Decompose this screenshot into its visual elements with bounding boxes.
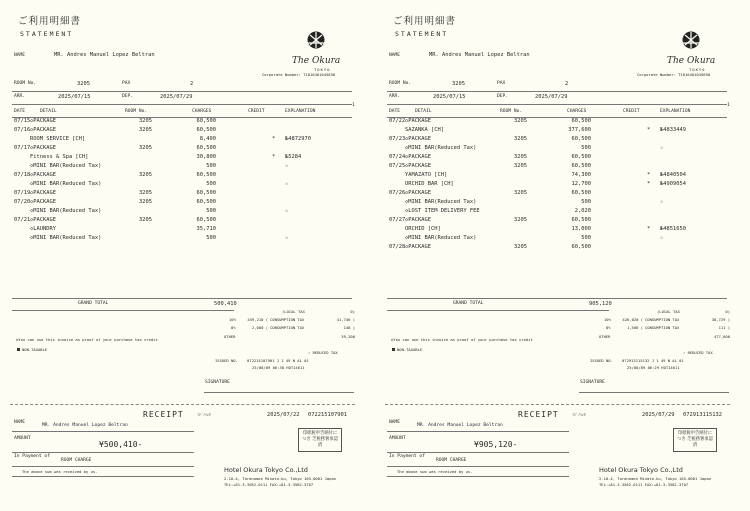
receipt-number: 072913115132	[683, 412, 722, 418]
row-room: 3205	[514, 154, 527, 160]
row-charge: 500	[581, 199, 591, 205]
other-label: OTHER	[224, 334, 236, 339]
title-en: STATEMENT	[20, 30, 74, 38]
row-date: 07/19	[14, 190, 31, 196]
rule	[387, 104, 727, 105]
col-charges: CHARGES	[192, 109, 212, 114]
receipt-name-label: NAME	[14, 420, 26, 425]
col-credit: CREDIT	[623, 109, 640, 114]
row-explanation: ☆	[285, 181, 289, 187]
tax10-base: 459,210 (	[247, 317, 268, 322]
in-payment-of-label: In Payment of	[14, 454, 50, 459]
row-detail: ◇MINI BAR(Reduced Tax)	[405, 145, 477, 151]
row-room: 3205	[514, 163, 527, 169]
reduced-tax-label: ☆ REDUCED TAX	[308, 350, 338, 355]
row-detail: ◇MINI BAR(Reduced Tax)	[30, 235, 102, 241]
revenue-stamp-box: 印紙税申告納付につき 芝税務署承認済	[673, 428, 717, 452]
amount-label: AMOUNT	[389, 436, 406, 441]
row-charge: 60,500	[571, 118, 591, 124]
row-detail: ORCHID [CH]	[405, 226, 441, 232]
row-date: 07/18	[14, 172, 31, 178]
room-number: 3205	[452, 81, 465, 87]
row-charge: 60,500	[196, 217, 216, 223]
row-date: 07/25	[389, 163, 406, 169]
row-detail: ◇PACKAGE	[30, 190, 56, 196]
non-taxable-label: NON-TAXABLE	[397, 347, 423, 352]
tax10-pct: 10%	[604, 317, 611, 322]
row-detail: ◇PACKAGE	[30, 145, 56, 151]
row-explanation: №4851650	[660, 226, 686, 232]
rule	[12, 452, 194, 453]
tax8-label: CONSUMPTION TAX	[645, 325, 680, 330]
row-charge: 12,700	[571, 181, 591, 187]
row-detail: ◇PACKAGE	[30, 127, 56, 133]
row-detail: ◇PACKAGE	[405, 154, 431, 160]
row-room: 3205	[514, 244, 527, 250]
row-date: 07/26	[389, 190, 406, 196]
col-explanation: EXPLANATION	[660, 109, 691, 114]
row-explanation: №4872970	[285, 136, 311, 142]
row-date: 07/20	[14, 199, 31, 205]
row-detail: ◇PACKAGE	[405, 244, 431, 250]
pax-value: 2	[190, 81, 194, 87]
local-tax-value: 0)	[350, 309, 355, 314]
hotel-address: 2-10-4, Toranomon Minato-ku, Tokyo 105-0001 Japan	[224, 476, 337, 481]
signature-label: SIGNATURE	[205, 380, 230, 385]
receipt-name-label: NAME	[389, 420, 401, 425]
tax8-pct: 8%	[606, 325, 611, 330]
signature-label: SIGNATURE	[580, 380, 605, 385]
grand-total-label: GRAND TOTAL	[453, 301, 484, 306]
row-detail: ROOM SERVICE [CH]	[30, 136, 86, 142]
row-charge: 60,500	[196, 172, 216, 178]
col-detail: DETAIL	[415, 109, 432, 114]
row-date: 07/28	[389, 244, 406, 250]
receipt-signature: ﾌｼﾞﾉﾊｼﾀ	[572, 412, 586, 417]
received-note: The above sum was received by us.	[22, 469, 98, 474]
rule	[387, 431, 569, 432]
row-charge: 74,300	[571, 172, 591, 178]
row-date: 07/21	[14, 217, 31, 223]
row-charge: 60,500	[571, 217, 591, 223]
row-detail: Fitness & Spa [CH]	[30, 154, 89, 160]
tax8-value: 111 )	[718, 325, 730, 330]
in-payment-of-label: In Payment of	[389, 454, 425, 459]
local-tax-label: (LOCAL TAX	[657, 309, 680, 314]
signature-line	[579, 392, 729, 393]
row-detail: ◇MINI BAR(Reduced Tax)	[30, 181, 102, 187]
row-credit-mark: *	[647, 226, 651, 232]
receipt-amount: ¥905,120-	[474, 440, 518, 449]
receipt-guest-name: MR. Andres Manuel Lopez Beltran	[42, 423, 128, 428]
rule	[12, 310, 234, 311]
receipt-number: 072215107901	[308, 412, 347, 418]
row-charge: 8,400	[199, 136, 216, 142]
row-room: 3205	[139, 190, 152, 196]
tax8-base: 2,000 (	[251, 325, 268, 330]
guest-name: MR. Andres Manuel Lopez Beltran	[54, 52, 155, 58]
local-tax-value: 0)	[725, 309, 730, 314]
row-charge: 500	[206, 181, 216, 187]
row-explanation: №4833449	[660, 127, 686, 133]
dep-label: DEP.	[497, 94, 509, 99]
row-charge: 500	[581, 235, 591, 241]
issued-no-label: ISSUED NO.	[590, 358, 613, 363]
room-charge-label: ROOM CHARGE	[436, 458, 467, 463]
rule	[387, 117, 727, 118]
non-taxable-mark-icon	[392, 348, 395, 351]
tear-line	[385, 404, 730, 405]
receipt-amount: ¥500,410-	[99, 440, 143, 449]
other-value: 39,200	[341, 334, 355, 339]
col-date: DATE	[14, 109, 26, 114]
row-date: 07/27	[389, 217, 406, 223]
hotel-logo-text: The Okura	[292, 56, 341, 66]
pax-label: PAX	[122, 81, 131, 86]
departure-date: 2025/07/29	[160, 94, 193, 100]
row-room: 3205	[139, 127, 152, 133]
rule	[387, 476, 569, 477]
row-detail: ◇MINI BAR(Reduced Tax)	[30, 208, 102, 214]
row-credit-mark: *	[647, 172, 651, 178]
row-room: 3205	[514, 118, 527, 124]
row-explanation: ☆	[660, 199, 664, 205]
row-charge: 60,500	[196, 190, 216, 196]
row-explanation: ☆	[285, 235, 289, 241]
row-date: 07/23	[389, 136, 406, 142]
row-charge: 60,500	[571, 244, 591, 250]
grand-total-value: 905,120	[589, 301, 612, 307]
row-date: 07/15	[14, 118, 31, 124]
col-date: DATE	[389, 109, 401, 114]
guest-name: MR. Andres Manuel Lopez Beltran	[429, 52, 530, 58]
row-room: 3205	[514, 136, 527, 142]
grand-total-value: 500,410	[214, 301, 237, 307]
hotel-company-name: Hotel Okura Tokyo Co.,Ltd	[224, 466, 308, 474]
row-explanation: ☆	[285, 208, 289, 214]
row-room: 3205	[139, 199, 152, 205]
rule	[12, 117, 352, 118]
row-charge: 60,500	[196, 145, 216, 151]
rule	[12, 91, 352, 92]
issued-no-line1: 072913115132 J 1 49 N AL 01	[622, 358, 684, 363]
issued-no-label: ISSUED NO.	[215, 358, 238, 363]
local-tax-label: (LOCAL TAX	[282, 309, 305, 314]
row-charge: 500	[206, 208, 216, 214]
hotel-logo-sub: TOKYO	[314, 67, 331, 72]
col-room: ROOM No.	[125, 109, 148, 114]
non-taxable-mark-icon	[17, 348, 20, 351]
row-detail: SAZANKA [CH]	[405, 127, 444, 133]
rule	[12, 476, 194, 477]
room-charge-label: ROOM CHARGE	[61, 458, 92, 463]
corporate-number: Corporate Number: T1010401045658	[262, 72, 336, 77]
rule	[12, 466, 194, 467]
col-charges: CHARGES	[567, 109, 587, 114]
row-room: 3205	[139, 118, 152, 124]
hotel-tel-fax: TEL:+81-3-3582-0111 FAX:+81-3-3582-3707	[224, 482, 314, 487]
pax-value: 2	[565, 81, 569, 87]
row-detail: YAMAZATO [CH]	[405, 172, 448, 178]
row-explanation: №4909054	[660, 181, 686, 187]
row-detail: ◇LAUNDRY	[30, 226, 56, 232]
row-charge: 60,500	[196, 118, 216, 124]
row-detail: ◇PACKAGE	[30, 118, 56, 124]
receipt-title: RECEIPT	[518, 410, 559, 419]
row-explanation: ☆	[285, 163, 289, 169]
tear-line	[10, 404, 355, 405]
row-charge: 30,800	[196, 154, 216, 160]
title-en: STATEMENT	[395, 30, 449, 38]
row-credit-mark: *	[272, 154, 276, 160]
row-detail: ◇PACKAGE	[30, 199, 56, 205]
col-detail: DETAIL	[40, 109, 57, 114]
col-explanation: EXPLANATION	[285, 109, 316, 114]
grand-total-label: GRAND TOTAL	[78, 301, 109, 306]
row-charge: 377,600	[568, 127, 591, 133]
non-taxable-label: NON-TAXABLE	[22, 347, 48, 352]
tax10-value: 41,746 )	[336, 317, 355, 322]
row-room: 3205	[139, 145, 152, 151]
row-charge: 13,000	[571, 226, 591, 232]
signature-line	[204, 392, 354, 393]
row-credit-mark: *	[647, 181, 651, 187]
rule	[387, 91, 727, 92]
row-detail: ◇PACKAGE	[405, 190, 431, 196]
rule	[387, 298, 727, 299]
row-explanation: ☆	[660, 145, 664, 151]
hotel-logo-sub: TOKYO	[689, 67, 706, 72]
tax8-base: 1,500 (	[626, 325, 643, 330]
col-credit: CREDIT	[248, 109, 265, 114]
name-label: NAME	[389, 53, 401, 58]
reduced-tax-label: ☆ REDUCED TAX	[683, 350, 713, 355]
tax-credit-note: ◎You can use this invoice as proof of your purchase tax credit	[391, 337, 533, 342]
departure-date: 2025/07/29	[535, 94, 568, 100]
room-number: 3205	[77, 81, 90, 87]
row-explanation: ☆	[660, 235, 664, 241]
title-jp: ご利用明細書	[18, 16, 82, 27]
tax10-base: 426,020 (	[622, 317, 643, 322]
page-number: 1	[352, 103, 355, 108]
tax10-label: CONSUMPTION TAX	[645, 317, 680, 322]
amount-label: AMOUNT	[14, 436, 31, 441]
pax-label: PAX	[497, 81, 506, 86]
row-detail: ◇PACKAGE	[405, 217, 431, 223]
issued-no-line1: 072215107901 J 1 49 N AL 01	[247, 358, 309, 363]
row-charge: 60,500	[196, 127, 216, 133]
rule	[387, 466, 569, 467]
statement-page-2	[375, 0, 750, 511]
hotel-company-name: Hotel Okura Tokyo Co.,Ltd	[599, 466, 683, 474]
row-date: 07/22	[389, 118, 406, 124]
row-detail: ◇MINI BAR(Reduced Tax)	[30, 163, 102, 169]
tax10-pct: 10%	[229, 317, 236, 322]
row-detail: ◇PACKAGE	[30, 217, 56, 223]
row-charge: 60,500	[571, 190, 591, 196]
row-explanation: №4840504	[660, 172, 686, 178]
row-date: 07/17	[14, 145, 31, 151]
row-charge: 60,500	[196, 199, 216, 205]
row-detail: ◇LOST ITEM DELIVERY FEE	[405, 208, 480, 214]
rule	[12, 104, 352, 105]
room-label: ROOM No.	[389, 81, 412, 86]
row-credit-mark: *	[647, 127, 651, 133]
hotel-logo-text: The Okura	[667, 56, 716, 66]
row-charge: 2,020	[574, 208, 591, 214]
row-detail: ◇PACKAGE	[405, 118, 431, 124]
okura-logo-icon	[306, 31, 326, 49]
row-explanation: №5284	[285, 154, 302, 160]
tax10-value: 38,729 )	[711, 317, 730, 322]
receipt-guest-name: MR. Andres Manuel Lopez Beltran	[417, 423, 503, 428]
row-room: 3205	[514, 190, 527, 196]
receipt-signature: ﾌｼﾞﾉﾊｼﾀ	[197, 412, 211, 417]
hotel-address: 2-10-4, Toranomon Minato-ku, Tokyo 105-0001 Japan	[599, 476, 712, 481]
tax-credit-note: ◎You can use this invoice as proof of your purchase tax credit	[16, 337, 158, 342]
row-date: 07/16	[14, 127, 31, 133]
revenue-stamp-box: 印紙税申告納付につき 芝税務署承認済	[298, 428, 342, 452]
arr-label: ARR.	[14, 94, 26, 99]
row-detail: ◇PACKAGE	[405, 136, 431, 142]
issued-no-line2: 25/08/09 06:38 HOT14611	[252, 365, 305, 370]
row-room: 3205	[514, 217, 527, 223]
receipt-title: RECEIPT	[143, 410, 184, 419]
rule	[387, 452, 569, 453]
tax8-label: CONSUMPTION TAX	[270, 325, 305, 330]
other-label: OTHER	[599, 334, 611, 339]
row-charge: 60,500	[571, 154, 591, 160]
row-detail: ◇MINI BAR(Reduced Tax)	[405, 235, 477, 241]
rule	[387, 310, 609, 311]
corporate-number: Corporate Number: T1010401045658	[637, 72, 711, 77]
row-room: 3205	[139, 217, 152, 223]
tax8-pct: 8%	[231, 325, 236, 330]
arrival-date: 2025/07/15	[58, 94, 91, 100]
tax10-label: CONSUMPTION TAX	[270, 317, 305, 322]
row-charge: 60,500	[571, 136, 591, 142]
okura-logo-icon	[681, 31, 701, 49]
arrival-date: 2025/07/15	[433, 94, 466, 100]
arr-label: ARR.	[389, 94, 401, 99]
row-credit-mark: *	[272, 136, 276, 142]
row-charge: 500	[581, 145, 591, 151]
other-value: 477,600	[713, 334, 730, 339]
hotel-tel-fax: TEL:+81-3-3582-0111 FAX:+81-3-3582-3707	[599, 482, 689, 487]
row-charge: 500	[206, 163, 216, 169]
tax8-value: 148 )	[343, 325, 355, 330]
row-charge: 35,710	[196, 226, 216, 232]
issued-no-line2: 25/08/09 06:29 HOT14611	[627, 365, 680, 370]
row-detail: ◇PACKAGE	[30, 172, 56, 178]
room-label: ROOM No.	[14, 81, 37, 86]
name-label: NAME	[14, 53, 26, 58]
rule	[12, 431, 194, 432]
receipt-date: 2025/07/22	[267, 412, 300, 418]
col-room: ROOM No.	[500, 109, 523, 114]
received-note: The above sum was received by us.	[397, 469, 473, 474]
title-jp: ご利用明細書	[393, 16, 457, 27]
row-charge: 500	[206, 235, 216, 241]
page-number: 1	[727, 103, 730, 108]
dep-label: DEP.	[122, 94, 134, 99]
row-charge: 60,500	[571, 163, 591, 169]
row-detail: ◇PACKAGE	[405, 163, 431, 169]
row-date: 07/24	[389, 154, 406, 160]
row-detail: ORCHID BAR [CH]	[405, 181, 454, 187]
receipt-date: 2025/07/29	[642, 412, 675, 418]
row-detail: ◇MINI BAR(Reduced Tax)	[405, 199, 477, 205]
row-room: 3205	[139, 172, 152, 178]
rule	[12, 298, 352, 299]
